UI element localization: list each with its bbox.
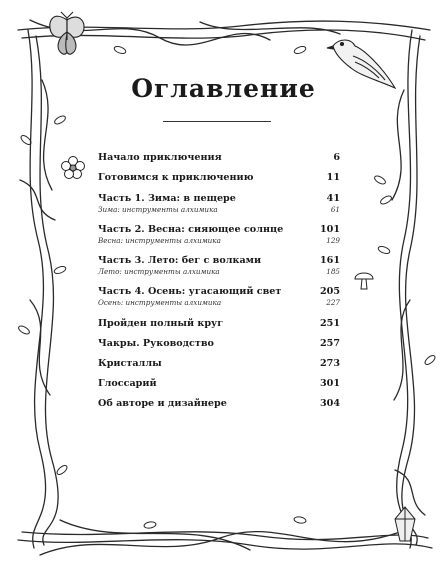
- toc-entry: [98, 193, 340, 214]
- toc-entry-title: Чакры. Руководство: [98, 338, 214, 349]
- toc-entry-title: Готовимся к приключению: [98, 172, 254, 183]
- toc-entry-page: 101: [319, 224, 340, 235]
- toc-entry: [98, 338, 340, 350]
- toc-entry: [98, 152, 340, 164]
- toc-subentry-title: Зима: инструменты алхимика: [98, 205, 218, 214]
- toc-entry: [98, 172, 340, 184]
- toc-entry: [98, 398, 340, 410]
- toc-entry: [98, 255, 340, 276]
- toc-entry-title: Начало приключения: [98, 152, 222, 163]
- crystal-illustration: [390, 505, 420, 545]
- toc-entry: [98, 318, 340, 330]
- page-title: Оглавление: [131, 74, 316, 103]
- toc-entry-title: Об авторе и дизайнере: [98, 398, 227, 409]
- toc-entry-page: 251: [319, 318, 340, 329]
- toc-subentry-page: 129: [326, 236, 340, 245]
- toc-entry: [98, 378, 340, 390]
- toc-entry-page: 304: [319, 398, 340, 409]
- toc-entry-page: 11: [326, 172, 340, 183]
- toc-entry-page: 273: [319, 358, 340, 369]
- toc-entry-title: Часть 3. Лето: бег с волками: [98, 255, 262, 266]
- flower-illustration: [60, 155, 86, 181]
- toc-subentry-page: 227: [326, 298, 340, 307]
- butterfly-illustration: [45, 10, 90, 65]
- toc-entry-title: Кристаллы: [98, 358, 162, 369]
- toc-subentry-title: Осень: инструменты алхимика: [98, 298, 222, 307]
- toc-subentry-page: 61: [330, 205, 340, 214]
- toc-entry-title: Часть 2. Весна: сияющее солнце: [98, 224, 284, 235]
- toc-entry-page: 257: [319, 338, 340, 349]
- toc-entry: [98, 286, 340, 307]
- toc-entry-title: Глоссарий: [98, 378, 157, 389]
- toc-entry-title: Пройден полный круг: [98, 318, 224, 329]
- toc-entry-title: Часть 4. Осень: угасающий свет: [98, 286, 282, 297]
- toc-entry: [98, 224, 340, 245]
- table-of-contents: [98, 152, 340, 410]
- toc-entry: [98, 358, 340, 370]
- toc-entry-title: Часть 1. Зима: в пещере: [98, 193, 236, 204]
- toc-entry-page: 161: [319, 255, 340, 266]
- toc-entry-page: 301: [319, 378, 340, 389]
- toc-entry-page: 41: [326, 193, 340, 204]
- toc-entry-page: 205: [319, 286, 340, 297]
- toc-entry-page: 6: [333, 152, 340, 163]
- title-underline: [163, 121, 271, 122]
- toc-subentry-page: 185: [326, 267, 340, 276]
- mushroom-illustration: [352, 268, 376, 292]
- toc-subentry-title: Лето: инструменты алхимика: [98, 267, 220, 276]
- toc-subentry-title: Весна: инструменты алхимика: [98, 236, 221, 245]
